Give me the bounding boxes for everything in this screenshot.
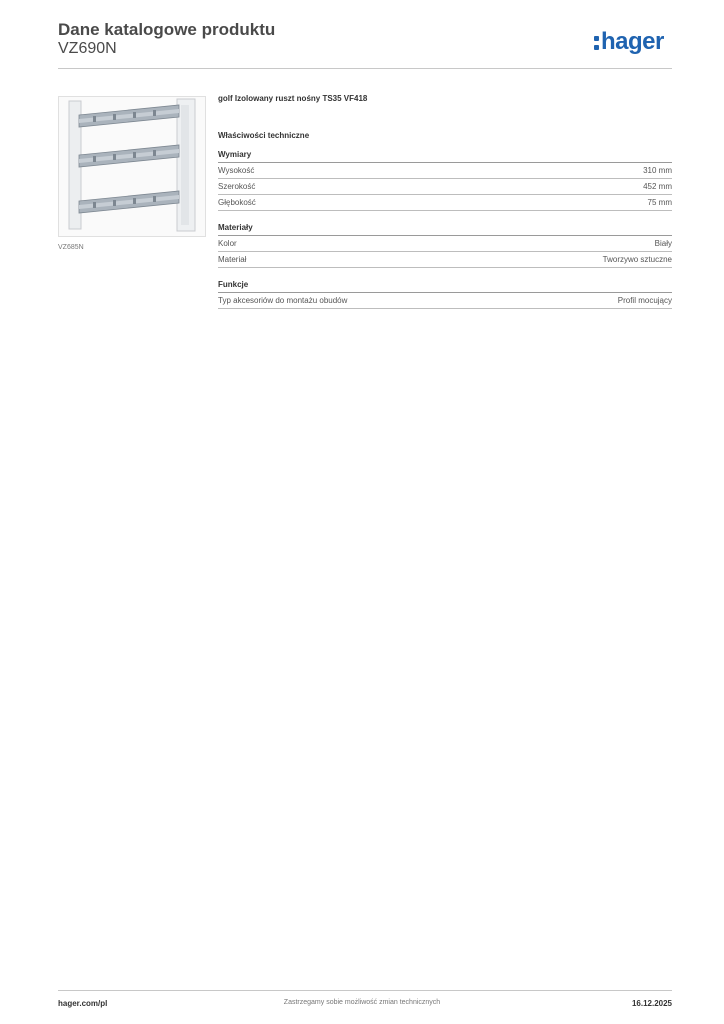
- footer-date: 16.12.2025: [631, 999, 672, 1008]
- logo-text: hager: [601, 28, 664, 55]
- group-heading: Materiały: [218, 223, 672, 236]
- section-title: Właściwości techniczne: [218, 131, 310, 140]
- spec-label: Głębokość: [218, 198, 256, 207]
- image-caption: VZ685N: [58, 244, 84, 251]
- product-name: golf Izolowany ruszt nośny TS35 VF418: [218, 94, 368, 103]
- spec-label: Kolor: [218, 239, 237, 248]
- spec-value: 452 mm: [643, 182, 672, 191]
- spec-row: [218, 179, 672, 195]
- spec-row: [218, 252, 672, 268]
- group-heading: Funkcje: [218, 280, 672, 293]
- spec-label: Typ akcesoriów do montażu obudów: [218, 296, 348, 305]
- spec-content: [218, 94, 672, 321]
- footer-website-link[interactable]: hager.com/pl: [58, 999, 108, 1008]
- spec-value: Tworzywo sztuczne: [602, 255, 672, 264]
- spec-label: Materiał: [218, 255, 247, 264]
- spec-value: 75 mm: [647, 198, 672, 207]
- mounting-rail-illustration: [59, 97, 205, 236]
- spec-label: Szerokość: [218, 182, 256, 191]
- spec-group-functions: [218, 280, 672, 309]
- spec-row: [218, 163, 672, 179]
- spec-group-dimensions: [218, 150, 672, 211]
- product-code: VZ690N: [58, 40, 117, 57]
- spec-row: [218, 195, 672, 211]
- footer-disclaimer: Zastrzegamy sobie możliwość zmian technicznych: [283, 999, 441, 1006]
- spec-value: Profil mocujący: [617, 296, 672, 305]
- spec-label: Wysokość: [218, 166, 255, 175]
- header-divider: [58, 68, 672, 69]
- product-image: [58, 96, 206, 237]
- spec-row: [218, 236, 672, 252]
- group-heading: Wymiary: [218, 150, 672, 163]
- page-title: Dane katalogowe produktu: [58, 20, 276, 39]
- spec-value: 310 mm: [643, 166, 672, 175]
- spec-group-materials: [218, 223, 672, 268]
- logo-dots-icon: [594, 34, 600, 52]
- hager-logo: [594, 28, 664, 56]
- spec-row: [218, 293, 672, 309]
- footer-divider: [58, 990, 672, 991]
- spec-value: Biały: [654, 239, 672, 248]
